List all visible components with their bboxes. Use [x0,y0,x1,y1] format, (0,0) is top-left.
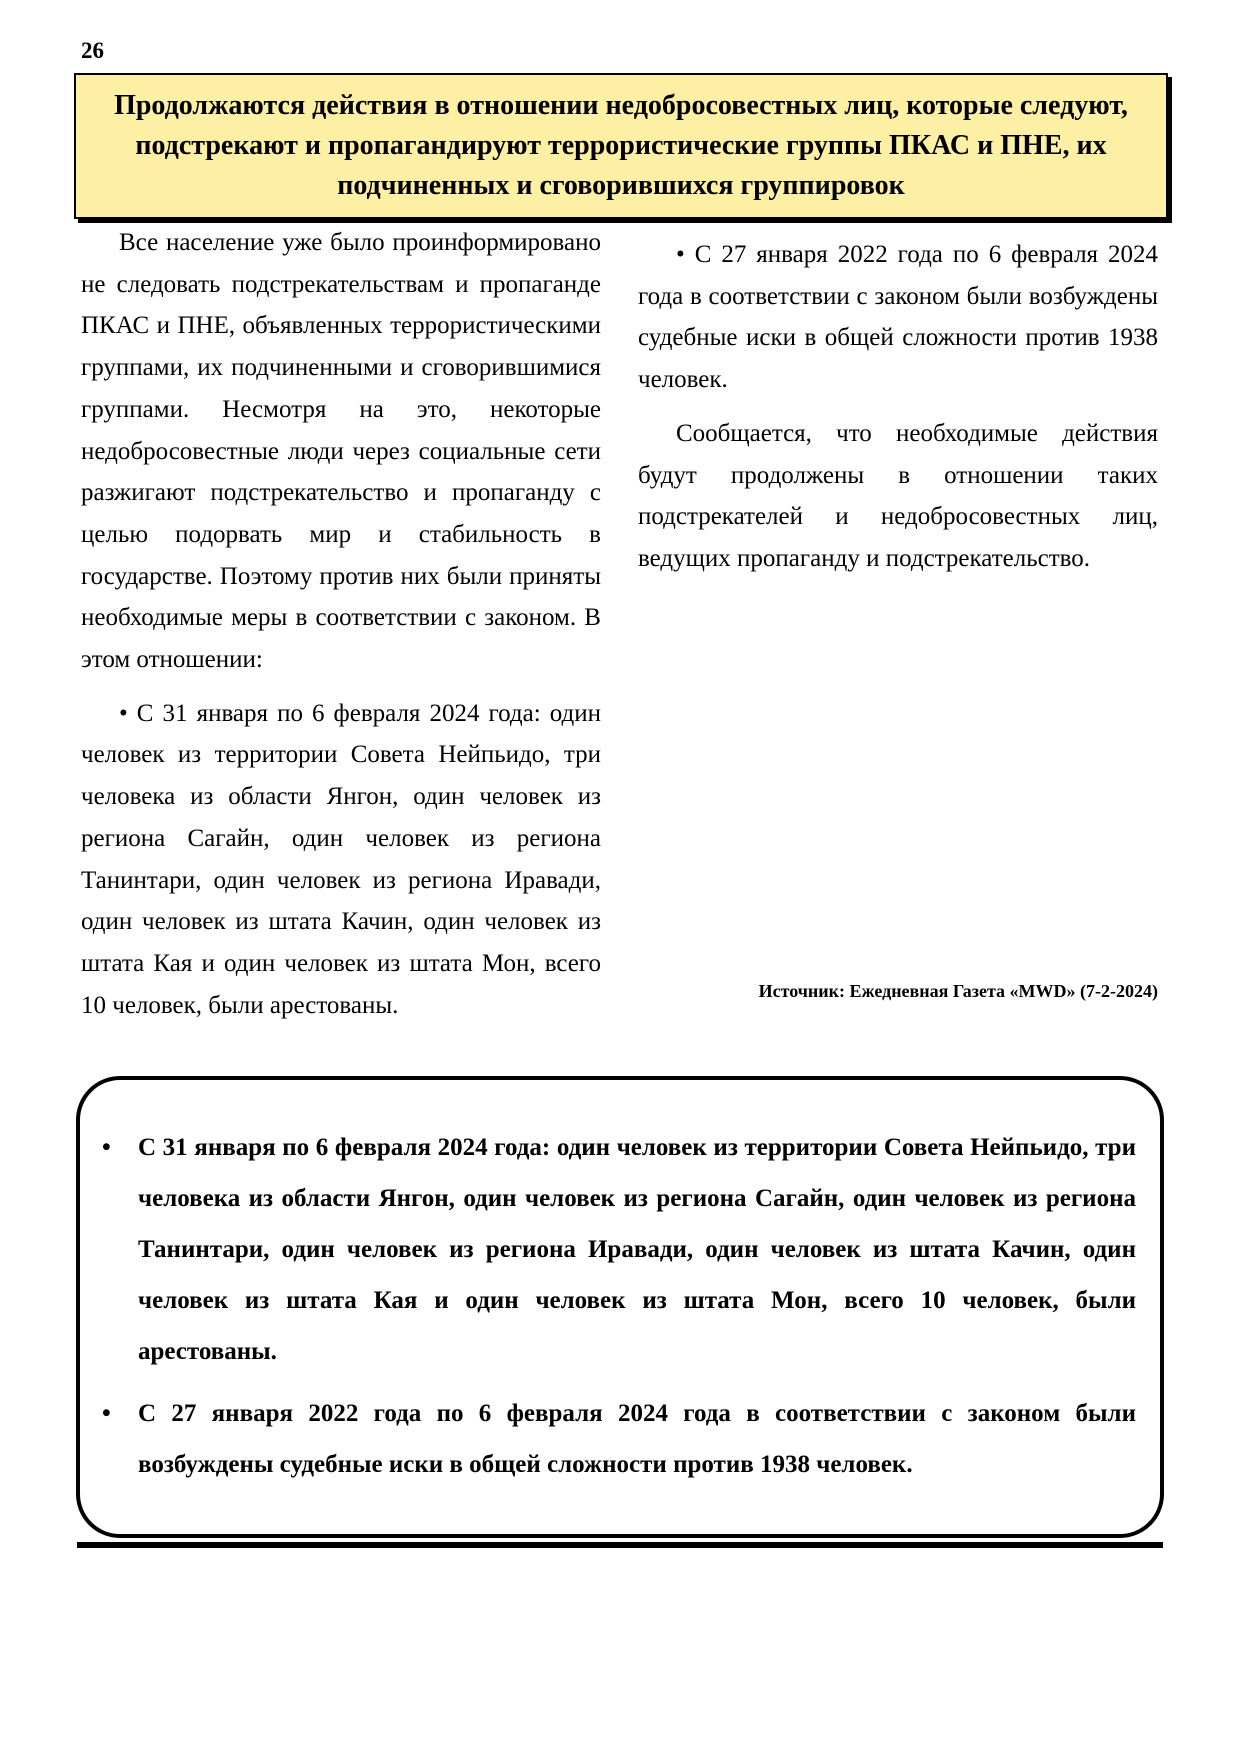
article-column-right [638,222,1158,580]
headline-box [74,73,1168,219]
source-credit: Источник: Ежедневная Газета «MWD» (7-2-2024) [758,981,1158,1001]
summary-item [102,1388,1136,1490]
summary-item-text: С 27 января 2022 года по 6 февраля 2024 года в соответствии с законом были возбуждены судебные иски в общей сложности против 1938 человек. [138,1400,1136,1478]
article-conclusion: Сообщается, что необходимые действия будут продолжены в отношении таких подстрекателей и недобросовестных лиц, ведущих пропаганду и подстрекательство. [638,419,1158,572]
article-bullet-arrests [81,693,601,1027]
bullet-icon: • [102,1134,111,1161]
headline: Продолжаются действия в отношении недобросовестных лиц, которые следуют, подстрекают и пропагандируют террористические группы ПКАС и ПНЕ, их подчиненных и сговорившихся группировок [114,90,1128,201]
article-bullet-arrests-text: • С 31 января по 6 февраля 2024 года: один человек из территории Совета Нейпьидо, три человека из области Янгон, один человек из региона Сагайн, один человек из региона Танинтари, один человек из региона Иравади, один человек из штата Качин, один человек из штата Кая и один человек из штата Мон, всего 10 человек, были арестованы. [81,699,601,1019]
article-bullet-lawsuits: • С 27 января 2022 года по 6 февраля 2024 года в соответствии с законом были возбуждены судебные иски в общей сложности против 1938 человек. [638,241,1158,394]
summary-item-text: С 31 января по 6 февраля 2024 года: один человек из территории Совета Нейпьидо, три человека из области Янгон, один человек из региона Сагайн, один человек из региона Танинтари, один человек из региона Иравади, один человек из штата Качин, один человек из штата Кая и один человек из штата Мон, всего 10 человек, были арестованы. [138,1134,1136,1365]
page-number: 26 [81,38,104,63]
summary-item [102,1122,1136,1377]
article-column-left [81,222,601,1026]
bullet-icon: • [102,1400,111,1427]
summary-list [102,1122,1136,1490]
bottom-divider [77,1542,1163,1548]
article-intro: Все население уже было проинформировано не следовать подстрекательствам и пропаганде ПКАС и ПНЕ, объявленных террористическими группами, их подчиненными и сговорившимися группами. Несмотря на это, некоторые недобросовестные люди через социальные сети разжигают подстрекательство и пропаганду с целью подорвать мир и стабильность в государстве. Поэтому против них были приняты необходимые меры в соответствии с законом. В этом отношении: [81,229,601,674]
